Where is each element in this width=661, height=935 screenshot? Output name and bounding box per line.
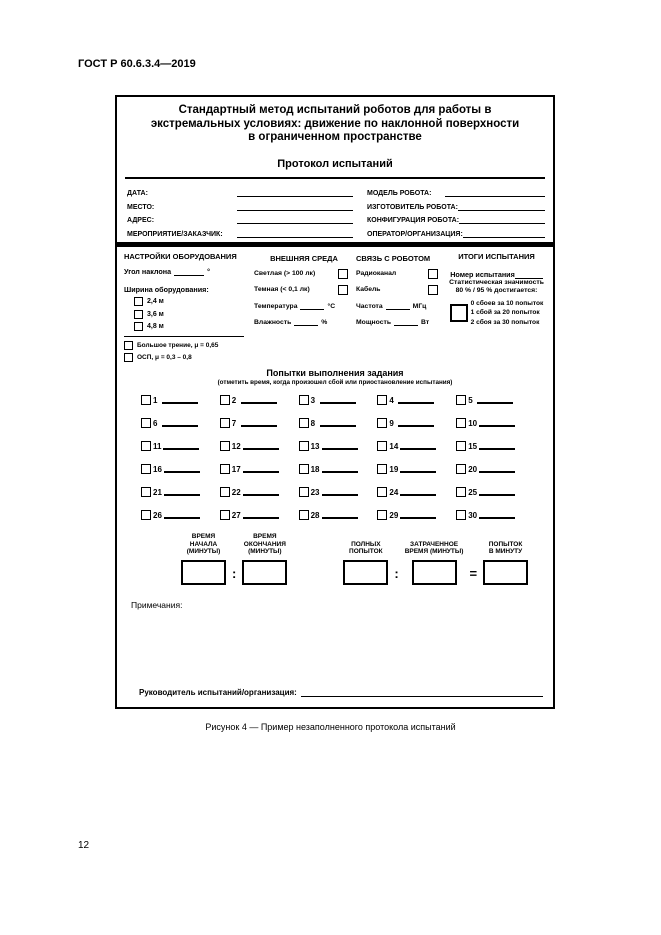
width-option-label: 3,6 м [147,310,164,318]
communication-option [356,269,438,279]
attempt-item [299,395,378,405]
checkbox [141,510,151,520]
communication-option [356,285,438,295]
attempt-item [377,418,456,428]
fill-in-line [398,402,434,404]
section-header: СВЯЗЬ С РОБОТОМ [356,253,431,263]
angle-field [124,267,252,276]
attempt-number: 2 [231,396,237,405]
surface-options [124,341,252,363]
attempt-item [456,464,535,474]
angle-label: Угол наклона [124,266,172,276]
fill-in-line [394,318,418,326]
attempt-item [456,441,535,451]
section-environment [254,252,354,363]
width-option-label: 4,8 м [147,323,164,330]
colon-operator: : [394,565,399,581]
width-option [134,310,252,319]
surface-option-label: ОСП, μ = 0,3 – 0,8 [137,354,192,361]
form-subtitle: Протокол испытаний [277,157,393,170]
field-label: Мощность [356,318,392,326]
checkbox [124,341,133,350]
fill-in-line [243,448,279,450]
checkbox [338,269,348,279]
attempt-item [220,487,299,497]
meta-cell-right [367,188,545,197]
timing-start [181,533,226,585]
fill-in-line [445,188,545,197]
attempt-number: 18 [310,465,320,474]
timing-label-line: ОКОНЧАНИЯ [243,540,286,548]
width-label: Ширина оборудования: [124,284,209,294]
width-option [134,322,252,331]
communication-field [356,302,444,310]
attempt-number: 6 [153,419,158,428]
section-communication [356,252,444,363]
attempt-number: 29 [389,511,399,520]
timing-label-line: В МИНУТУ [488,548,523,555]
checkbox [456,418,466,428]
timing-label-line: ЗАТРАЧЕННОЕ [410,540,459,548]
attempt-number: 14 [389,442,399,451]
checkbox [299,464,309,474]
surface-divider [124,336,244,337]
width-options [124,297,252,331]
fill-in-line [174,267,204,276]
checkbox [299,395,309,405]
attempt-item [220,441,299,451]
meta-cell-left [127,229,353,238]
checkbox [220,487,230,497]
checkbox [456,487,466,497]
attempt-number: 21 [153,488,162,497]
fill-in-line [400,494,436,496]
checkbox [450,304,468,322]
timing-label-line: (МИНУТЫ) [186,548,221,555]
fill-in-line [320,402,356,404]
meta-label: КОНФИГУРАЦИЯ РОБОТА: [367,217,460,224]
fill-in-line [322,494,358,496]
environment-checkboxes [254,269,354,295]
fill-in-line [322,471,358,473]
meta-row [127,224,545,238]
fill-in-line [237,229,353,238]
attempt-item [141,464,220,474]
checkbox [220,464,230,474]
field-label: Температура [254,303,298,310]
form-title-line: экстремальных условиях: движение по наклонной поверхности [150,117,520,130]
criteria-line: 1 сбой за 20 попыток [470,309,540,316]
attempt-item [299,487,378,497]
environment-option [254,285,348,295]
attempt-item [220,395,299,405]
section-header: ИТОГИ ИСПЫТАНИЯ [458,251,535,261]
timing-total-attempts [343,541,388,585]
meta-label: МОДЕЛЬ РОБОТА: [367,190,432,197]
attempt-item [377,487,456,497]
environment-option-label: Темная (< 0,1 лк) [254,286,310,293]
checkbox [220,441,230,451]
fill-in-line [243,471,279,473]
checkbox [428,285,438,295]
attempt-number: 12 [231,442,241,451]
fill-in-line [300,302,324,310]
attempt-number: 25 [468,488,478,497]
checkbox [141,395,151,405]
checkbox [377,487,387,497]
equals-operator: = [469,565,478,581]
timing-elapsed [405,541,464,585]
entry-box [412,560,457,585]
checkbox [134,297,143,306]
section-equipment [124,252,252,363]
meta-row [127,184,545,198]
fill-in-line [294,318,318,326]
fill-in-line [386,302,410,310]
entry-box [343,560,388,585]
meta-cell-left [127,188,353,197]
attempts-header [117,368,553,386]
attempts-title: Попытки выполнения задания [266,368,404,378]
fill-in-line [301,688,543,697]
checkbox [377,510,387,520]
surface-option [124,341,252,350]
timing-start-label [187,533,221,556]
attempt-number: 4 [389,396,394,405]
fill-in-line [479,448,515,450]
meta-fields [127,184,545,238]
field-unit: % [321,318,328,326]
entry-box [242,560,287,585]
attempt-number: 1 [153,396,158,405]
checkbox [377,441,387,451]
attempt-number: 16 [153,465,162,474]
timing-elapsed-label [405,541,464,556]
fill-in-line [400,517,436,519]
checkbox [377,464,387,474]
significance-line: 80 % / 95 % достигается: [455,287,538,294]
checkbox [141,487,151,497]
field-label: Влажность [254,318,292,326]
fill-in-line [479,517,515,519]
environment-fields [254,302,354,326]
fill-in-line [463,229,545,238]
timing-label-line: ПОПЫТОК [488,540,523,548]
fill-in-line [400,448,436,450]
checkbox [299,418,309,428]
criteria-lines [471,299,544,328]
checkbox [377,418,387,428]
environment-option [254,269,348,279]
notes-label: Примечания: [131,599,183,610]
checkbox [299,510,309,520]
timing-section [117,533,553,585]
fill-in-line [515,270,543,279]
attempt-number: 7 [231,419,237,428]
checkbox [377,395,387,405]
criteria-line: 2 сбоя за 30 попыток [470,318,540,326]
field-unit: Вт [421,318,430,326]
form-title [117,104,553,145]
meta-cell-right [367,215,545,224]
form-title-line: Стандартный метод испытаний роботов для работы в [178,104,492,116]
timing-label-line: ПОПЫТОК [349,548,383,555]
checkbox [456,464,466,474]
communication-option-label: Кабель [356,286,381,293]
attempt-number: 9 [389,419,394,428]
attempt-number: 17 [231,465,241,474]
protocol-form [115,95,555,709]
fill-in-line [237,202,353,211]
fill-in-line [241,402,277,404]
timing-rate [483,541,528,585]
meta-label: АДРЕС: [127,217,155,224]
checkbox [220,395,230,405]
entry-box [181,560,226,585]
fill-in-line [164,517,200,519]
fill-in-line [237,188,353,197]
attempt-item [299,464,378,474]
meta-label: ОПЕРАТОР/ОРГАНИЗАЦИЯ: [367,230,463,238]
angle-unit: ° [207,266,210,276]
attempt-item [456,418,535,428]
meta-label: ДАТА: [127,190,148,197]
checkbox [141,464,151,474]
section-results [446,252,547,363]
figure-caption: Рисунок 4 — Пример незаполненного протокола испытаний [205,722,456,732]
checkbox [134,322,143,331]
surface-option [124,353,252,362]
attempt-number: 15 [468,442,478,451]
attempt-number: 8 [310,419,316,428]
fill-in-line [162,425,198,427]
attempt-number: 27 [231,511,241,520]
attempt-number: 10 [468,419,478,428]
attempt-number: 20 [468,465,478,474]
timing-end-label [244,533,286,556]
checkbox [299,487,309,497]
test-number-field [446,270,547,279]
field-unit: °C [327,303,336,310]
doc-header: ГОСТ Р 60.6.3.4—2019 [78,58,196,70]
attempt-item [141,418,220,428]
fill-in-line [163,448,199,450]
environment-field [254,302,354,310]
checkbox [141,441,151,451]
attempt-item [141,487,220,497]
timing-total-label [349,541,383,556]
checkbox [428,269,438,279]
attempt-number: 11 [153,442,162,451]
meta-label: ИЗГОТОВИТЕЛЬ РОБОТА: [367,203,458,211]
settings-sections [117,247,553,363]
communication-fields [356,302,444,326]
checkbox [338,285,348,295]
fill-in-line [164,494,200,496]
field-label: Частота [356,303,383,310]
meta-cell-right [367,229,545,238]
attempt-item [141,395,220,405]
fill-in-line [477,402,513,404]
checkbox [456,510,466,520]
environment-field [254,318,354,326]
form-title-line: в ограниченном пространстве [248,131,422,143]
section-header: НАСТРОЙКИ ОБОРУДОВАНИЯ [124,251,237,261]
fill-in-line [164,471,200,473]
surface-option-label: Большое трение, μ = 0,65 [137,341,219,349]
communication-option-label: Радиоканал [356,270,397,277]
attempt-item [377,464,456,474]
entry-box [483,560,528,585]
fill-in-line [322,517,358,519]
criteria-block [446,299,547,328]
attempt-item [299,510,378,520]
communication-checkboxes [356,269,444,295]
field-unit: МГц [412,303,427,310]
fill-in-line [162,402,198,404]
timing-rate-label [489,541,523,556]
signature-label: Руководитель испытаний/организация: [139,688,297,697]
section-header: ВНЕШНЯЯ СРЕДА [270,253,338,263]
attempt-item [377,510,456,520]
attempt-item [299,441,378,451]
checkbox [299,441,309,451]
fill-in-line [479,494,515,496]
attempt-number: 19 [389,465,399,474]
meta-cell-left [127,215,353,224]
timing-end [242,533,287,585]
fill-in-line [322,448,358,450]
attempt-number: 26 [153,511,162,520]
attempt-item [220,418,299,428]
checkbox [220,418,230,428]
timing-label-line: ВРЕМЯ [191,533,216,540]
communication-field [356,318,444,326]
fill-in-line [459,215,545,224]
width-option [134,297,252,306]
attempt-item [456,395,535,405]
attempt-number: 3 [310,396,316,405]
timing-label-line: ПОЛНЫХ [351,540,381,548]
fill-in-line [320,425,356,427]
criteria-line: 0 сбоев за 10 попыток [470,299,544,307]
attempt-item [220,510,299,520]
timing-label-line: ВРЕМЯ [253,533,277,540]
attempt-grid [117,386,553,520]
attempt-item [456,510,535,520]
meta-label: МЕРОПРИЯТИЕ/ЗАКАЗЧИК: [127,230,223,238]
fill-in-line [458,202,545,211]
fill-in-line [398,425,434,427]
test-number-label: Номер испытания [450,269,515,279]
attempt-item [377,441,456,451]
checkbox [456,395,466,405]
meta-label: МЕСТО: [127,203,155,211]
fill-in-line [479,471,515,473]
attempt-number: 28 [310,511,320,520]
attempt-item [141,441,220,451]
attempt-number: 23 [310,488,320,497]
fill-in-line [237,215,353,224]
timing-label-line: ВРЕМЯ (МИНУТЫ) [404,548,464,555]
checkbox [134,310,143,319]
attempt-number: 13 [310,442,320,451]
checkbox [456,441,466,451]
attempt-item [377,395,456,405]
meta-cell-right [367,202,545,211]
significance-line: Статистическая значимость [449,278,544,286]
attempts-subtitle: (отметить время, когда произошел сбой или приостановление испытания) [217,379,453,386]
checkbox [124,353,133,362]
attempt-item [220,464,299,474]
fill-in-line [241,425,277,427]
fill-in-line [243,517,279,519]
meta-row [127,197,545,211]
attempt-item [456,487,535,497]
attempt-number: 24 [389,488,399,497]
attempt-number: 22 [231,488,241,497]
checkbox [220,510,230,520]
title-divider [125,177,545,179]
meta-row [127,211,545,225]
fill-in-line [400,471,436,473]
attempt-number: 5 [468,396,473,405]
attempt-item [299,418,378,428]
timing-label-line: (МИНУТЫ) [248,548,282,555]
width-option-label: 2,4 м [147,298,164,305]
page-number: 12 [78,840,90,851]
timing-label-line: НАЧАЛА [189,540,218,548]
attempt-item [141,510,220,520]
fill-in-line [243,494,279,496]
colon-operator: : [232,565,237,581]
meta-cell-left [127,202,353,211]
fill-in-line [479,425,515,427]
attempt-number: 30 [468,511,478,520]
signature-row [117,688,553,707]
environment-option-label: Светлая (> 100 лк) [254,270,316,277]
checkbox [141,418,151,428]
